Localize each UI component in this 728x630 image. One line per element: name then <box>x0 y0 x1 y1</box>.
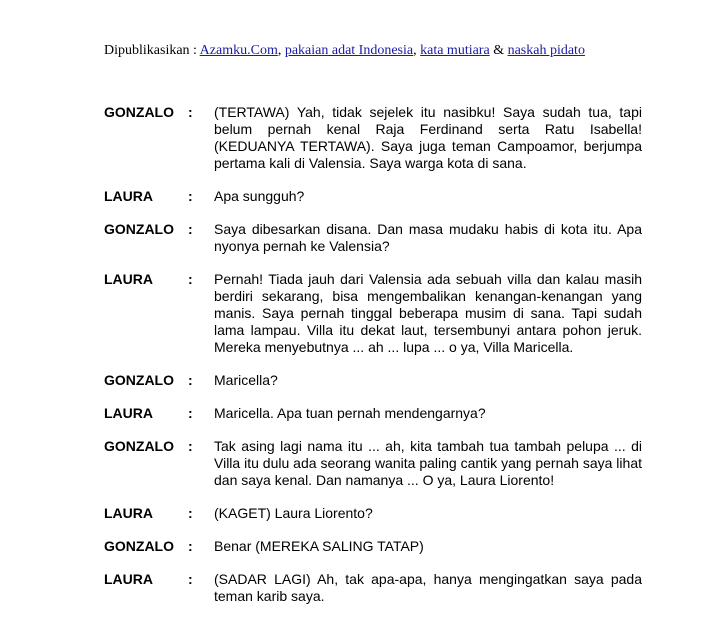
dialog-line: Benar (MEREKA SALING TATAP) <box>214 538 424 554</box>
dialog-line: Apa sungguh? <box>214 188 305 204</box>
dialog-line: Pernah! Tiada jauh dari Valensia ada sebuah villa dan kalau masih berdiri sekarang, bisa mengembalikan kenangan-kenangan yang manis. Saya pernah tinggal beberapa musim di sana. Tapi sudah lama lampau. Villa itu dekat laut, tersembunyi antara pohon jeruk. Mereka menyebutnya ... ah ... lupa ... o ya, Villa Maricella. <box>214 271 642 355</box>
link-naskah-pidato[interactable]: naskah pidato <box>507 43 585 58</box>
dialog-line: (KAGET) Laura Liorento? <box>214 505 373 521</box>
dialog-row <box>104 221 642 255</box>
colon: : <box>188 405 193 421</box>
separator: , <box>413 43 421 58</box>
link-pakaian-adat[interactable]: pakaian adat Indonesia <box>284 43 414 58</box>
speaker-name: LAURA <box>104 188 153 204</box>
script-dialog <box>104 104 642 621</box>
link-kata-mutiara[interactable]: kata mutiara <box>420 43 490 58</box>
separator: , <box>277 43 285 58</box>
colon: : <box>188 271 193 287</box>
speaker-name: LAURA <box>104 571 153 587</box>
speaker-name: LAURA <box>104 405 153 421</box>
publication-prefix: Dipublikasikan : <box>104 43 200 58</box>
dialog-row <box>104 372 642 389</box>
colon: : <box>188 372 193 388</box>
colon: : <box>188 104 193 120</box>
speaker-name: GONZALO <box>104 221 174 237</box>
dialog-row <box>104 438 642 489</box>
dialog-row <box>104 571 642 605</box>
colon: : <box>188 505 193 521</box>
speaker-name: GONZALO <box>104 438 174 454</box>
dialog-line: Saya dibesarkan disana. Dan masa mudaku habis di kota itu. Apa nyonya pernah ke Valensia? <box>214 221 642 254</box>
speaker-name: LAURA <box>104 505 153 521</box>
colon: : <box>188 538 193 554</box>
dialog-line: Tak asing lagi nama itu ... ah, kita tambah tua tambah pelupa ... di Villa itu dulu ada seorang wanita paling cantik yang pernah saya lihat dan saya kenal. Dan namanya ... O ya, Laura Liorento! <box>214 438 642 488</box>
colon: : <box>188 438 193 454</box>
dialog-row <box>104 188 642 205</box>
speaker-name: LAURA <box>104 271 153 287</box>
colon: : <box>188 221 193 237</box>
dialog-line: (SADAR LAGI) Ah, tak apa-apa, hanya mengingatkan saya pada teman karib saya. <box>214 571 642 604</box>
colon: : <box>188 188 193 204</box>
speaker-name: GONZALO <box>104 538 174 554</box>
dialog-row <box>104 104 642 172</box>
publication-header <box>104 42 585 59</box>
separator: & <box>489 43 508 58</box>
speaker-name: GONZALO <box>104 104 174 120</box>
dialog-line: Maricella? <box>214 372 278 388</box>
dialog-row <box>104 271 642 356</box>
colon: : <box>188 571 193 587</box>
dialog-row <box>104 505 642 522</box>
dialog-row <box>104 538 642 555</box>
dialog-line: Maricella. Apa tuan pernah mendengarnya? <box>214 405 486 421</box>
dialog-row <box>104 405 642 422</box>
link-azamku[interactable]: Azamku.Com <box>199 43 278 58</box>
dialog-line: (TERTAWA) Yah, tidak sejelek itu nasibku! Saya sudah tua, tapi belum pernah kenal Raja Ferdinand serta Ratu Isabella! (KEDUANYA TERTAWA). Saya juga teman Campoamor, berjumpa pertama kali di Valensia. Saya warga kota di sana. <box>214 104 642 171</box>
speaker-name: GONZALO <box>104 372 174 388</box>
